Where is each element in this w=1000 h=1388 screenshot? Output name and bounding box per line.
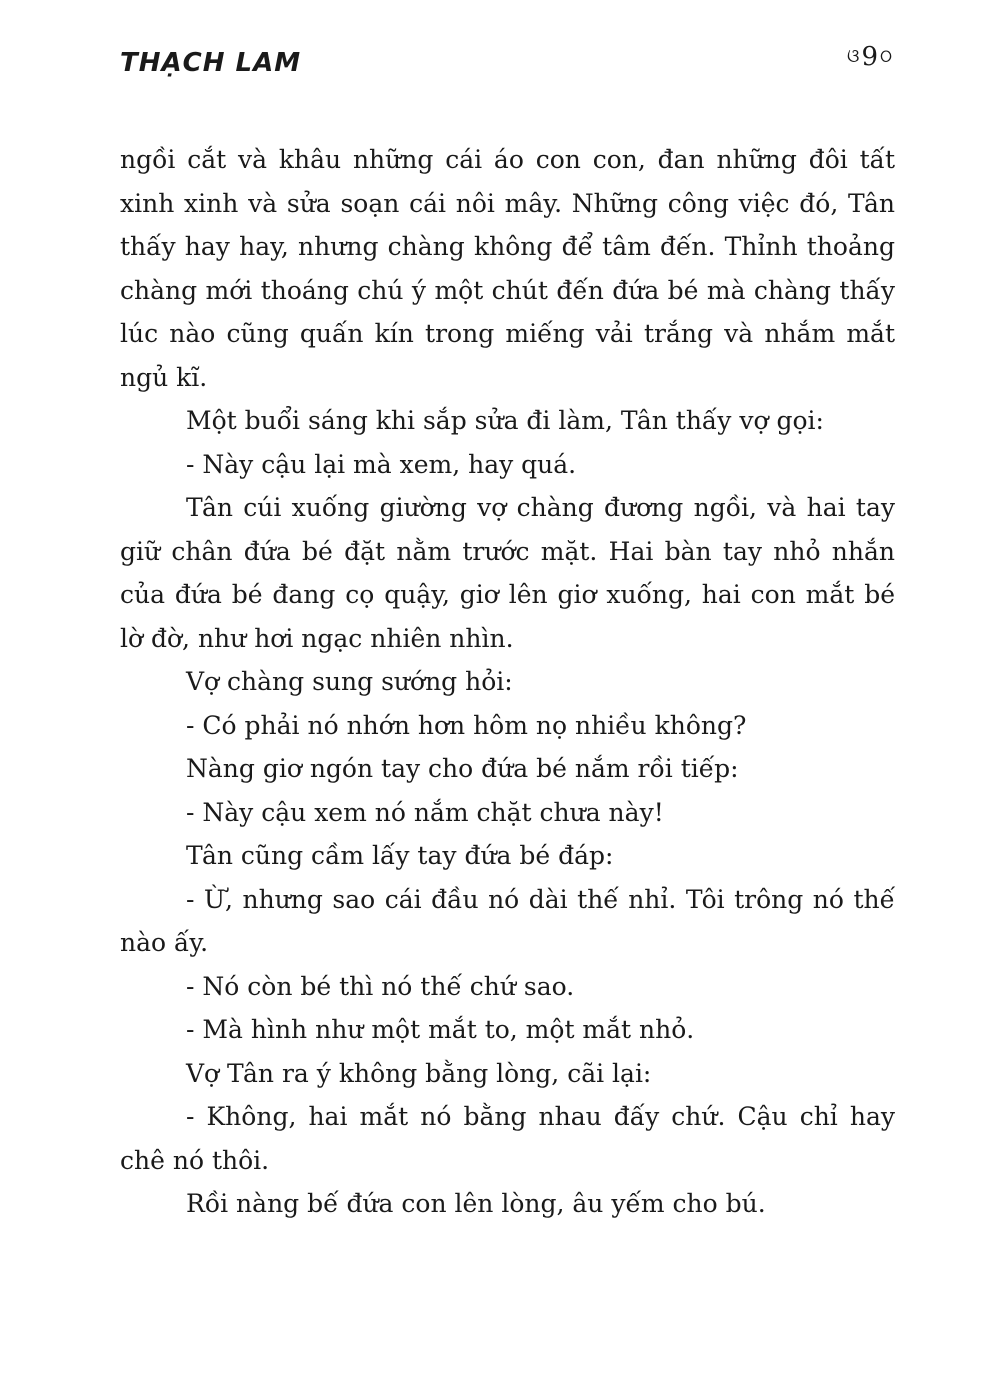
text-body <box>120 138 895 1226</box>
running-header-author: THẠCH LAM <box>120 48 302 78</box>
page-number-value: 9 <box>861 42 878 72</box>
dialogue-line: - Ừ, nhưng sao cái đầu nó dài thế nhỉ. Tôi trông nó thế nào ấy. <box>120 884 895 957</box>
page-number <box>847 44 892 70</box>
paragraph-continued: ngồi cắt và khâu những cái áo con con, đan những đôi tất xinh xinh và sửa soạn cái nôi mây. Những công việc đó, Tân thấy hay hay, nhưng chàng không để tâm đến. Thỉnh thoảng chàng mới thoáng chú ý một chút đến đứa bé mà chàng thấy lúc nào cũng quấn kín trong miếng vải trắng và nhắm mắt ngủ kĩ. <box>120 145 895 392</box>
dialogue-line: - Này cậu lại mà xem, hay quá. <box>186 449 577 479</box>
dialogue-line: - Có phải nó nhớn hơn hôm nọ nhiều không? <box>186 710 747 740</box>
paragraph: Nàng giơ ngón tay cho đứa bé nắm rồi tiếp: <box>186 754 739 783</box>
ornament-right-icon: ଠ <box>879 46 892 67</box>
paragraph: Rồi nàng bế đứa con lên lòng, âu yếm cho bú. <box>186 1189 766 1218</box>
paragraph: Tân cúi xuống giường vợ chàng đương ngồi, và hai tay giữ chân đứa bé đặt nằm trước mặt. Hai bàn tay nhỏ nhắn của đứa bé đang cọ quậy, giơ lên giơ xuống, hai con mắt bé lờ đờ, như hơi ngạc nhiên nhìn. <box>120 493 895 653</box>
dialogue-line: - Mà hình như một mắt to, một mắt nhỏ. <box>186 1015 695 1044</box>
dialogue-line: - Không, hai mắt nó bằng nhau đấy chứ. Cậu chỉ hay chê nó thôi. <box>120 1102 895 1175</box>
paragraph: Một buổi sáng khi sắp sửa đi làm, Tân thấy vợ gọi: <box>186 406 824 435</box>
paragraph: Vợ Tân ra ý không bằng lòng, cãi lại: <box>186 1058 652 1088</box>
paragraph: Tân cũng cầm lấy tay đứa bé đáp: <box>186 841 614 870</box>
dialogue-line: - Này cậu xem nó nắm chặt chưa này! <box>186 797 664 827</box>
paragraph: Vợ chàng sung sướng hỏi: <box>186 667 513 696</box>
ornament-left-icon: ଓ <box>847 46 860 67</box>
dialogue-line: - Nó còn bé thì nó thế chứ sao. <box>186 971 575 1001</box>
